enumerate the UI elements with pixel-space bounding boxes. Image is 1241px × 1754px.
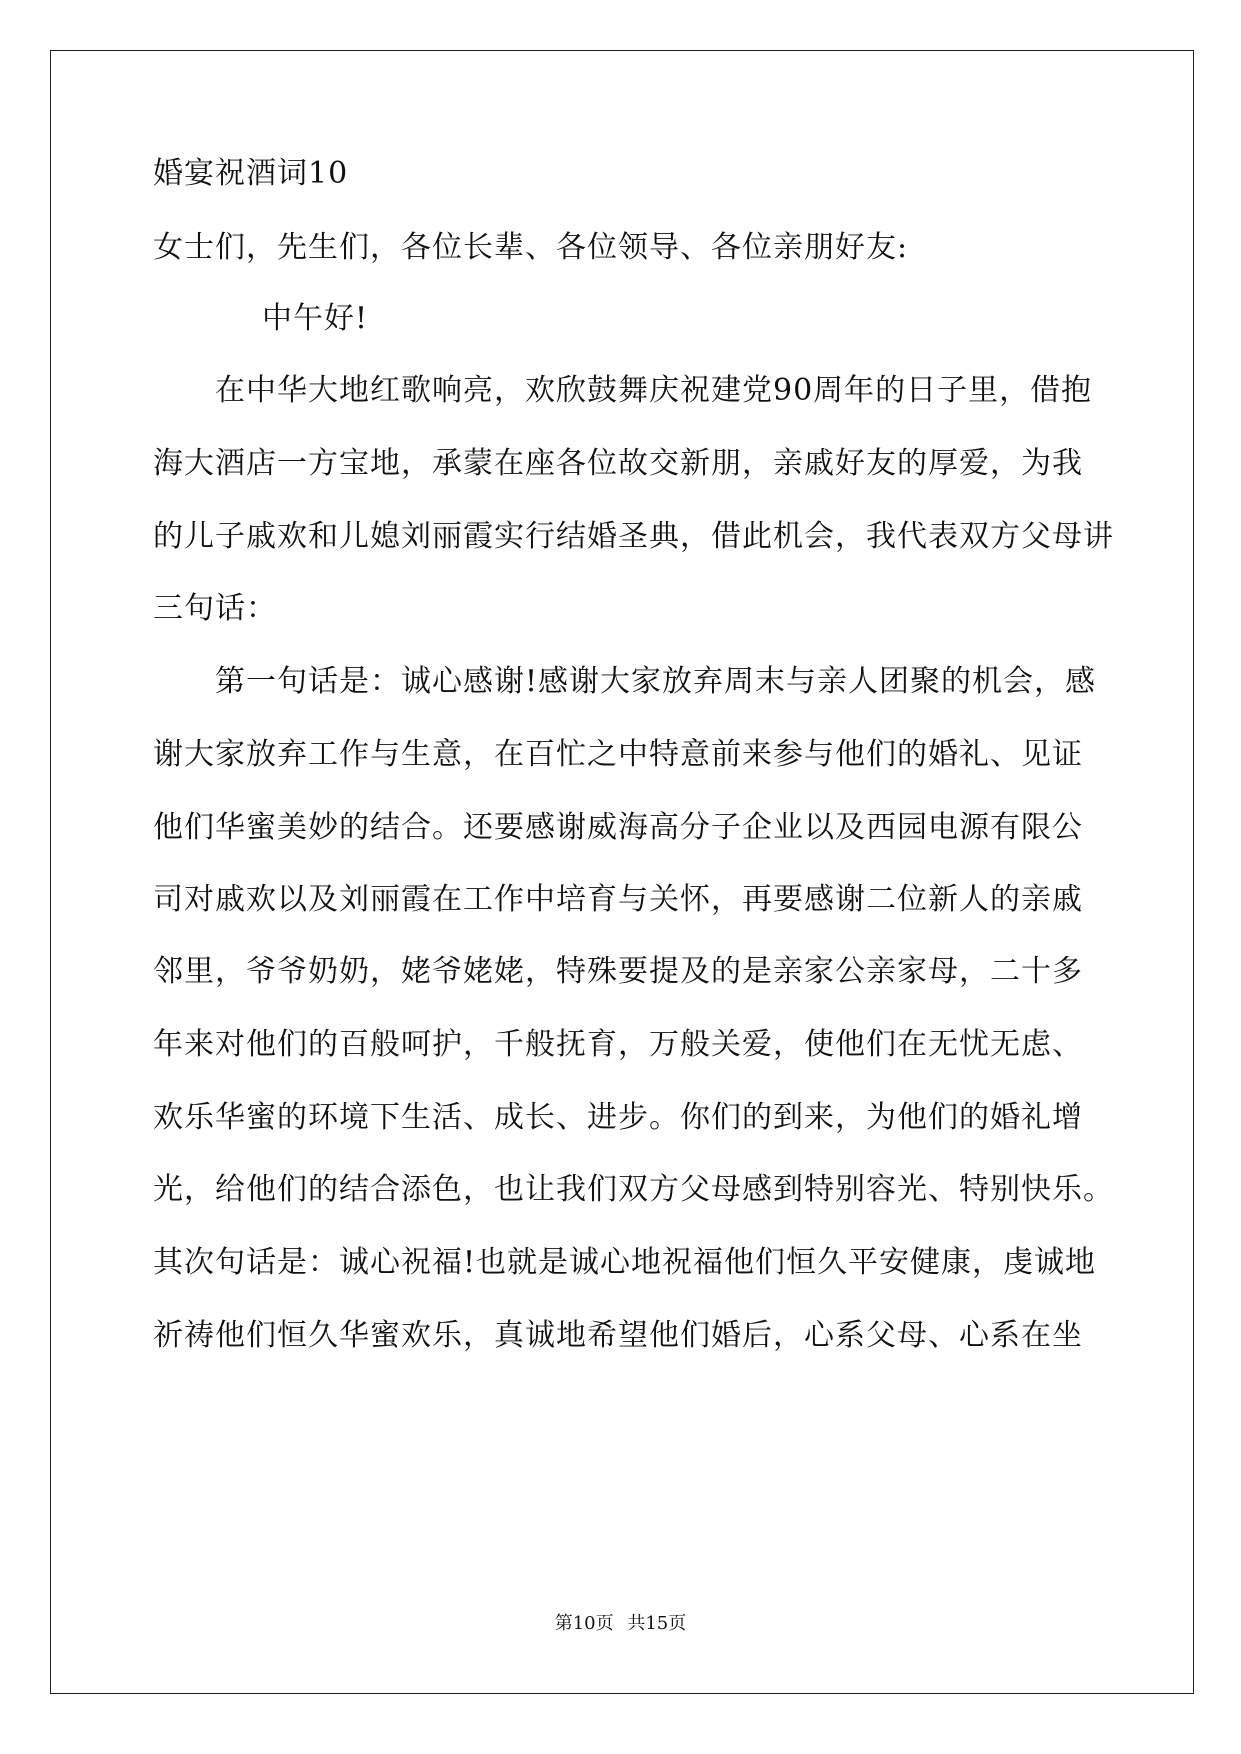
- body-line: 司对戚欢以及刘丽霞在工作中培育与关怀，再要感谢二位新人的亲戚: [153, 882, 1083, 917]
- greeting-line: 中午好!: [262, 301, 369, 336]
- page-number: 第10页: [554, 1613, 614, 1634]
- page-border: [50, 50, 1194, 1694]
- body-line: 其次句话是：诚心祝福!也就是诚心地祝福他们恒久平安健康，虔诚地: [153, 1245, 1097, 1280]
- body-line: 三句话：: [153, 591, 277, 626]
- body-line: 祈祷他们恒久华蜜欢乐，真诚地希望他们婚后，心系父母、心系在坐: [153, 1318, 1083, 1353]
- body-line: 第一句话是：诚心感谢!感谢大家放弃周末与亲人团聚的机会，感: [215, 664, 1097, 699]
- body-line: 在中华大地红歌响亮，欢欣鼓舞庆祝建党90周年的日子里，借抱: [215, 373, 1093, 408]
- body-line: 他们华蜜美妙的结合。还要感谢威海高分子企业以及西园电源有限公: [153, 810, 1083, 845]
- body-line: 年来对他们的百般呵护，千般抚育，万般关爱，使他们在无忧无虑、: [153, 1027, 1083, 1062]
- body-line: 光，给他们的结合添色，也让我们双方父母感到特别容光、特别快乐。: [153, 1172, 1114, 1207]
- body-line: 谢大家放弃工作与生意，在百忙之中特意前来参与他们的婚礼、见证: [153, 737, 1083, 772]
- body-line: 邻里，爷爷奶奶，姥爷姥姥，特殊要提及的是亲家公亲家母，二十多: [153, 954, 1083, 989]
- body-line: 海大酒店一方宝地，承蒙在座各位故交新朋，亲戚好友的厚爱，为我: [153, 446, 1083, 481]
- body-line: 欢乐华蜜的环境下生活、成长、进步。你们的到来，为他们的婚礼增: [153, 1100, 1083, 1135]
- body-line: 的儿子戚欢和儿媳刘丽霞实行结婚圣典，借此机会，我代表双方父母讲: [153, 519, 1114, 554]
- page-footer: [0, 1612, 1241, 1636]
- page-total: 共15页: [627, 1613, 687, 1634]
- salutation-line: 女士们，先生们，各位长辈、各位领导、各位亲朋好友:: [153, 230, 909, 265]
- document-title: 婚宴祝酒词10: [153, 156, 349, 191]
